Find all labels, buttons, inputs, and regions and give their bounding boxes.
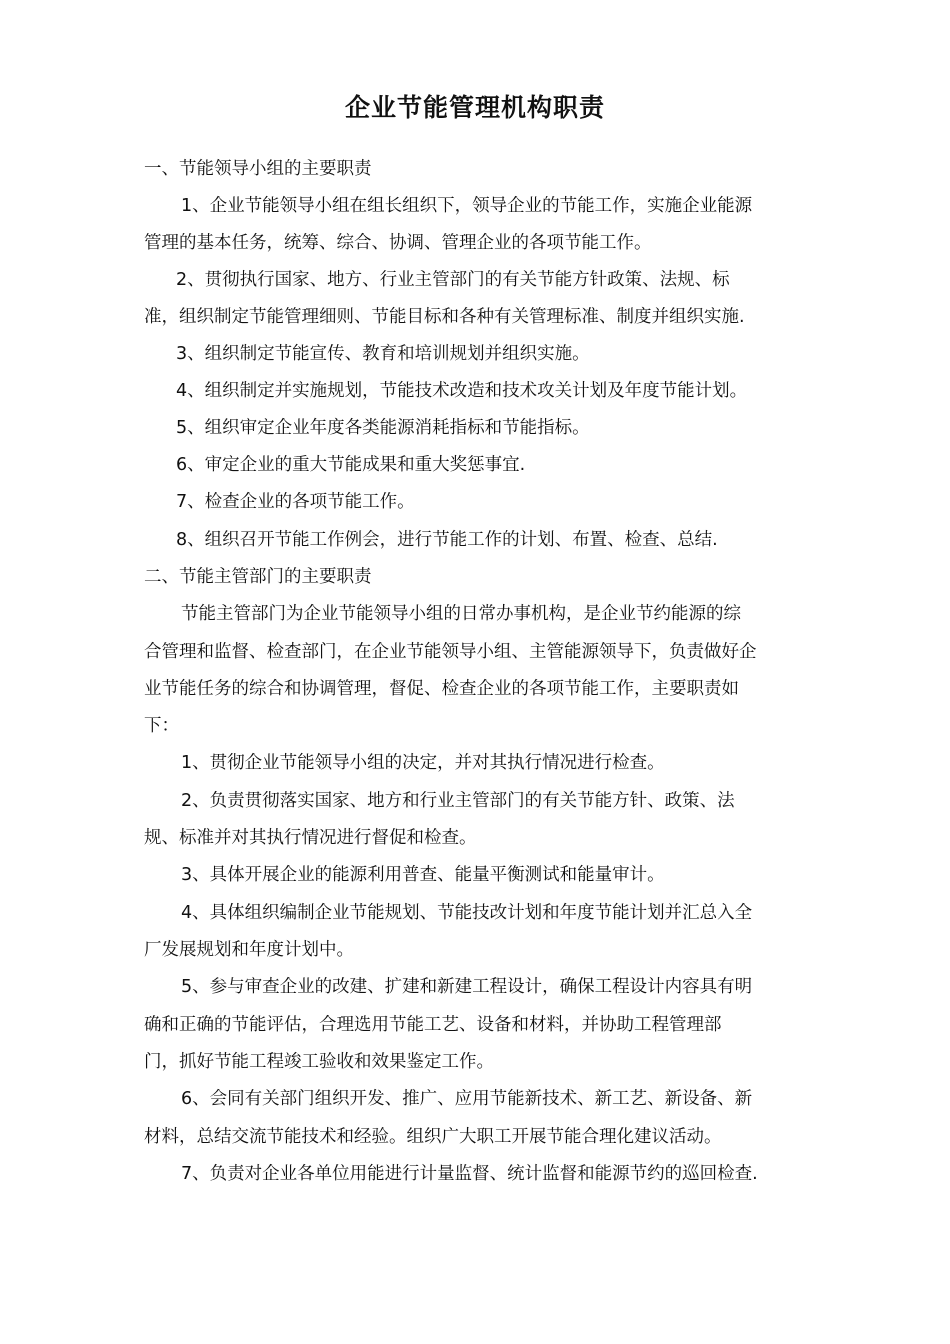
paragraph-line: 5、组织审定企业年度各类能源消耗指标和节能指标。: [176, 418, 590, 438]
paragraph-line: 材料，总结交流节能技术和经验。组织广大职工开展节能合理化建议活动。: [144, 1127, 722, 1147]
paragraph-line: 管理的基本任务，统筹、综合、协调、管理企业的各项节能工作。: [144, 233, 652, 253]
paragraph-line: 1、企业节能领导小组在组长组织下，领导企业的节能工作，实施企业能源: [181, 196, 753, 216]
paragraph-line: 2、贯彻执行国家、地方、行业主管部门的有关节能方针政策、法规、标: [176, 270, 730, 290]
paragraph-line: 7、检查企业的各项节能工作。: [176, 492, 415, 512]
paragraph-line: 门，抓好节能工程竣工验收和效果鉴定工作。: [144, 1052, 494, 1072]
paragraph-line: 4、组织制定并实施规划，节能技术改造和技术攻关计划及年度节能计划。: [176, 381, 748, 401]
paragraph-line: 厂发展规划和年度计划中。: [144, 940, 354, 960]
paragraph-line: 7、负责对企业各单位用能进行计量监督、统计监督和能源节约的巡回检查.: [181, 1164, 758, 1184]
paragraph-line: 确和正确的节能评估，合理选用节能工艺、设备和材料，并协助工程管理部: [144, 1015, 722, 1035]
paragraph-line: 下：: [144, 716, 179, 736]
section-heading-1: 一、节能领导小组的主要职责: [144, 159, 372, 179]
paragraph-line: 规、标准并对其执行情况进行督促和检查。: [144, 828, 477, 848]
paragraph-line: 合管理和监督、检查部门，在企业节能领导小组、主管能源领导下，负责做好企: [144, 642, 757, 662]
paragraph-line: 节能主管部门为企业节能领导小组的日常办事机构，是企业节约能源的综: [181, 604, 741, 624]
paragraph-line: 5、参与审查企业的改建、扩建和新建工程设计，确保工程设计内容具有明: [181, 977, 753, 997]
paragraph-line: 3、具体开展企业的能源利用普查、能量平衡测试和能量审计。: [181, 865, 665, 885]
paragraph-line: 4、具体组织编制企业节能规划、节能技改计划和年度节能计划并汇总入全: [181, 903, 753, 923]
document-title: 企业节能管理机构职责: [344, 93, 605, 122]
paragraph-line: 1、贯彻企业节能领导小组的决定，并对其执行情况进行检查。: [181, 753, 665, 773]
paragraph-line: 6、会同有关部门组织开发、推广、应用节能新技术、新工艺、新设备、新: [181, 1089, 753, 1109]
paragraph-line: 准，组织制定节能管理细则、节能目标和各种有关管理标准、制度并组织实施.: [144, 307, 745, 327]
paragraph-line: 业节能任务的综合和协调管理，督促、检查企业的各项节能工作，主要职责如: [144, 679, 739, 699]
paragraph-line: 2、负责贯彻落实国家、地方和行业主管部门的有关节能方针、政策、法: [181, 791, 735, 811]
paragraph-line: 8、组织召开节能工作例会，进行节能工作的计划、布置、检查、总结.: [176, 530, 718, 550]
paragraph-line: 3、组织制定节能宣传、教育和培训规划并组织实施。: [176, 344, 590, 364]
section-heading-2: 二、节能主管部门的主要职责: [144, 567, 372, 587]
paragraph-line: 6、审定企业的重大节能成果和重大奖惩事宜.: [176, 455, 526, 475]
